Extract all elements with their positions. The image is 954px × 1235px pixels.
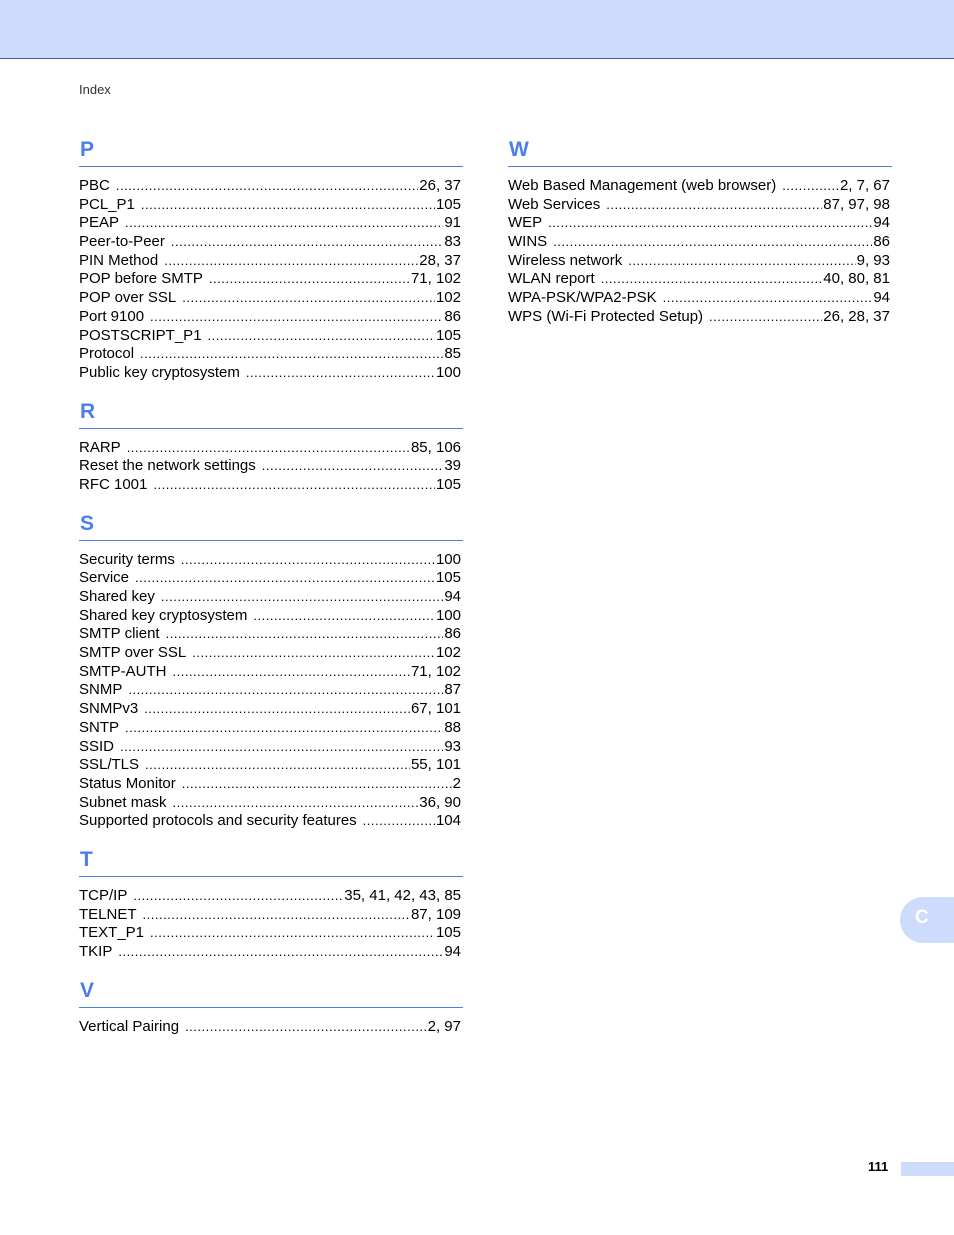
index-entry (79, 644, 461, 663)
index-entry (508, 196, 890, 215)
dot-leader (150, 308, 443, 327)
dot-leader (150, 924, 435, 943)
dot-leader (663, 289, 873, 308)
index-section-p (79, 137, 463, 383)
entry-term: Subnet mask (79, 793, 167, 811)
index-entry (79, 551, 461, 570)
entry-term: TCP/IP (79, 886, 128, 904)
entry-term: SNMP (79, 681, 123, 699)
entry-pages: 100 (435, 606, 461, 624)
dot-leader (140, 345, 443, 364)
dot-leader (553, 233, 872, 252)
entry-term: SNMPv3 (79, 700, 139, 718)
index-entry (508, 233, 890, 252)
entry-term: POSTSCRIPT_P1 (79, 326, 202, 344)
entry-pages: 105 (435, 195, 461, 213)
index-entry (508, 214, 890, 233)
index-entry (79, 794, 461, 813)
index-entry (508, 177, 890, 196)
entry-pages: 26, 37 (419, 177, 461, 194)
dot-leader (628, 252, 855, 271)
entry-pages: 86 (873, 233, 890, 251)
index-entry (79, 887, 461, 906)
entry-term: TKIP (79, 943, 113, 960)
section-rule (79, 540, 463, 541)
dot-leader (128, 681, 443, 700)
index-entry (79, 457, 461, 476)
entry-pages: 40, 80, 81 (823, 270, 890, 288)
entry-term: Port 9100 (79, 307, 145, 325)
entry-pages: 2, 97 (427, 1017, 461, 1035)
entry-term: Shared key cryptosystem (79, 606, 248, 624)
entry-term: SNTP (79, 718, 120, 736)
entry-term: PIN Method (79, 251, 159, 269)
index-entry (79, 439, 461, 458)
dot-leader (173, 663, 410, 682)
index-section-s (79, 511, 463, 831)
entry-pages: 85 (444, 345, 461, 363)
section-letter: V (80, 978, 95, 1002)
dot-leader (135, 569, 435, 588)
section-letter: T (80, 847, 93, 871)
index-entry (79, 588, 461, 607)
entry-list (79, 1018, 461, 1037)
index-entry (79, 233, 461, 252)
entry-pages: 71, 102 (410, 662, 461, 680)
section-rule (79, 166, 463, 167)
entry-pages: 83 (444, 233, 461, 251)
entry-list (79, 439, 461, 495)
dot-leader (181, 551, 435, 570)
entry-pages: 9, 93 (856, 251, 890, 269)
entry-pages: 93 (444, 737, 461, 755)
dot-leader (262, 457, 444, 476)
entry-term: SSID (79, 737, 115, 755)
entry-pages: 94 (444, 943, 461, 960)
dot-leader (116, 177, 418, 196)
entry-pages: 100 (435, 363, 461, 381)
index-entry (508, 270, 890, 289)
dot-leader (209, 270, 410, 289)
entry-pages: 105 (435, 569, 461, 587)
index-column-right (508, 137, 892, 343)
index-entry (79, 327, 461, 346)
index-section-t (79, 847, 463, 962)
entry-pages: 94 (444, 588, 461, 605)
entry-term: Web Based Management (web browser) (508, 177, 777, 194)
index-entry (79, 700, 461, 719)
entry-pages: 55, 101 (410, 756, 461, 774)
running-header: Index (79, 82, 111, 97)
index-entry (79, 738, 461, 757)
entry-term: WLAN report (508, 270, 595, 288)
index-entry (79, 289, 461, 308)
entry-term: Wireless network (508, 251, 623, 269)
dot-leader (120, 738, 443, 757)
dot-leader (118, 943, 443, 962)
dot-leader (161, 588, 443, 607)
index-entry (79, 663, 461, 682)
section-rule (79, 428, 463, 429)
section-letter: R (80, 399, 96, 423)
index-entry (79, 196, 461, 215)
entry-term: Shared key (79, 588, 155, 605)
dot-leader (208, 327, 435, 346)
entry-list (79, 551, 461, 831)
entry-term: WEP (508, 214, 543, 232)
entry-pages: 102 (435, 644, 461, 662)
entry-term: WPA-PSK/WPA2-PSK (508, 289, 657, 307)
entry-term: PEAP (79, 214, 120, 232)
dot-leader (548, 214, 872, 233)
index-entry (79, 812, 461, 831)
index-entry (79, 607, 461, 626)
index-entry (79, 943, 461, 962)
dot-leader (182, 289, 435, 308)
dot-leader (153, 476, 435, 495)
entry-pages: 86 (444, 625, 461, 643)
index-entry (79, 345, 461, 364)
entry-pages: 26, 28, 37 (823, 307, 890, 325)
dot-leader (606, 196, 822, 215)
entry-pages: 28, 37 (419, 251, 461, 269)
entry-term: POP over SSL (79, 289, 177, 307)
entry-term: SMTP client (79, 625, 160, 643)
index-entry (79, 719, 461, 738)
entry-term: PCL_P1 (79, 195, 135, 213)
entry-pages: 2, 7, 67 (839, 177, 890, 194)
entry-term: PBC (79, 177, 110, 194)
dot-leader (127, 439, 410, 458)
page-number-bar (901, 1162, 954, 1176)
entry-pages: 39 (444, 457, 461, 475)
entry-pages: 36, 90 (419, 793, 461, 811)
index-entry (79, 270, 461, 289)
entry-term: Web Services (508, 195, 601, 213)
index-entry (79, 1018, 461, 1037)
index-entry (79, 214, 461, 233)
entry-term: TEXT_P1 (79, 924, 145, 942)
section-letter: S (80, 511, 95, 535)
index-entry (508, 252, 890, 271)
section-letter: P (80, 138, 95, 161)
entry-pages: 102 (435, 289, 461, 307)
entry-pages: 105 (435, 326, 461, 344)
entry-term: WPS (Wi-Fi Protected Setup) (508, 307, 704, 325)
entry-pages: 87 (444, 681, 461, 699)
index-entry (79, 756, 461, 775)
index-section-r (79, 399, 463, 495)
entry-list (79, 177, 461, 383)
entry-term: TELNET (79, 905, 137, 923)
entry-pages: 91 (444, 214, 461, 232)
index-entry (79, 177, 461, 196)
dot-leader (363, 812, 435, 831)
index-entry (79, 906, 461, 925)
entry-term: Security terms (79, 550, 175, 568)
index-entry (79, 681, 461, 700)
entry-term: SMTP-AUTH (79, 662, 167, 680)
page-number: 111 (868, 1159, 889, 1174)
index-entry (79, 476, 461, 495)
index-entry (79, 308, 461, 327)
header-band (0, 0, 954, 59)
entry-term: Protocol (79, 345, 135, 363)
section-letter: W (509, 138, 529, 161)
entry-term: WINS (508, 233, 548, 251)
entry-term: Public key cryptosystem (79, 363, 240, 381)
entry-pages: 87, 97, 98 (823, 195, 890, 213)
index-entry (79, 364, 461, 383)
index-entry (79, 775, 461, 794)
dot-leader (164, 252, 418, 271)
entry-term: SMTP over SSL (79, 644, 187, 662)
dot-leader (133, 887, 343, 906)
section-rule (508, 166, 892, 167)
entry-term: RARP (79, 438, 121, 456)
dot-leader (144, 700, 410, 719)
index-entry (508, 308, 890, 327)
chapter-tab-letter: C (915, 907, 929, 928)
entry-term: RFC 1001 (79, 475, 148, 493)
entry-term: POP before SMTP (79, 270, 203, 288)
entry-pages: 67, 101 (410, 700, 461, 718)
entry-list (508, 177, 890, 327)
dot-leader (185, 1018, 427, 1037)
entry-term: Vertical Pairing (79, 1017, 180, 1035)
entry-pages: 105 (435, 475, 461, 493)
entry-pages: 87, 109 (410, 905, 461, 923)
index-entry (508, 289, 890, 308)
entry-term: SSL/TLS (79, 756, 140, 774)
entry-pages: 85, 106 (410, 438, 461, 456)
entry-term: Status Monitor (79, 774, 176, 792)
dot-leader (166, 625, 444, 644)
index-section-w (508, 137, 892, 327)
entry-pages: 104 (435, 812, 461, 830)
index-entry (79, 625, 461, 644)
dot-leader (141, 196, 435, 215)
entry-pages: 94 (873, 289, 890, 307)
entry-pages: 71, 102 (410, 270, 461, 288)
entry-list (79, 887, 461, 962)
dot-leader (601, 270, 823, 289)
entry-pages: 100 (435, 550, 461, 568)
dot-leader (143, 906, 410, 925)
dot-leader (782, 177, 839, 196)
dot-leader (182, 775, 452, 794)
section-rule (79, 1007, 463, 1008)
dot-leader (125, 214, 443, 233)
dot-leader (192, 644, 435, 663)
index-entry (79, 252, 461, 271)
section-rule (79, 876, 463, 877)
entry-pages: 88 (444, 718, 461, 736)
entry-term: Reset the network settings (79, 457, 256, 475)
dot-leader (145, 756, 410, 775)
index-column-left (79, 137, 463, 1052)
entry-pages: 86 (444, 307, 461, 325)
entry-pages: 35, 41, 42, 43, 85 (344, 886, 461, 904)
entry-term: Peer-to-Peer (79, 233, 165, 251)
entry-pages: 105 (435, 924, 461, 942)
entry-pages: 94 (873, 214, 890, 232)
index-section-v (79, 978, 463, 1037)
dot-leader (125, 719, 443, 738)
entry-pages: 2 (452, 774, 461, 792)
index-entry (79, 569, 461, 588)
dot-leader (173, 794, 419, 813)
entry-term: Supported protocols and security features (79, 812, 357, 830)
dot-leader (253, 607, 435, 626)
dot-leader (709, 308, 822, 327)
dot-leader (246, 364, 435, 383)
entry-term: Service (79, 569, 130, 587)
dot-leader (171, 233, 443, 252)
index-entry (79, 924, 461, 943)
